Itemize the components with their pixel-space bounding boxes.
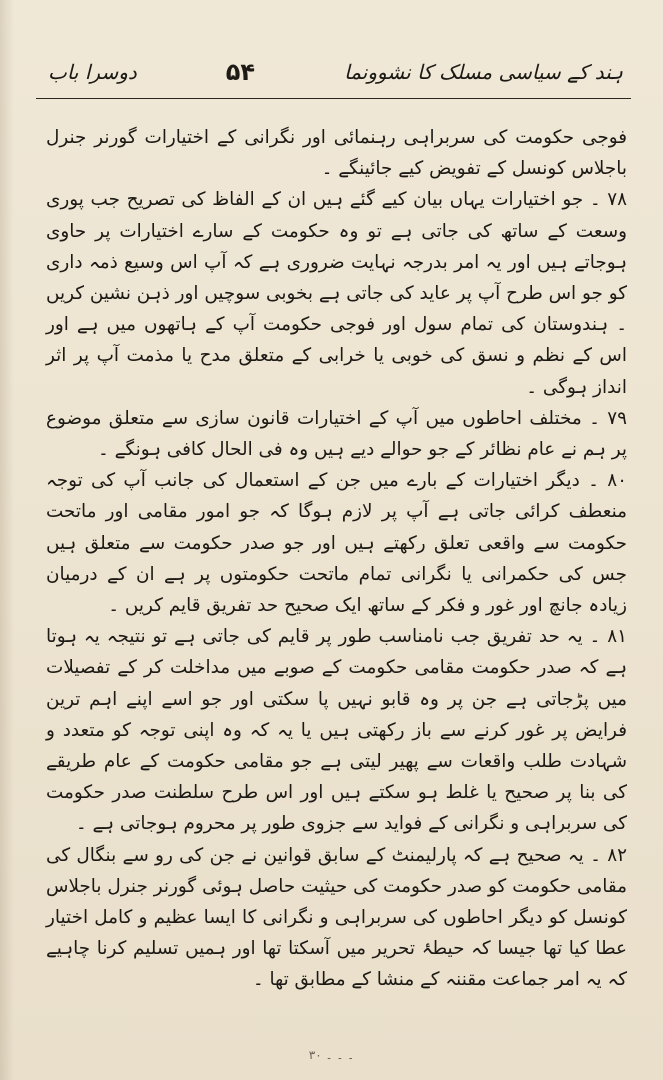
paragraph-79: ۷۹ ۔ مختلف احاطوں میں آپ کے اختیارات قانون سازی سے متعلق موضوع پر ہم نے عام نظائر کے جو حوالے دیے ہیں وہ فی الحال کافی ہونگے ۔ [46, 407, 627, 461]
paragraph-78: ۷۸ ۔ جو اختیارات یہاں بیان کیے گئے ہیں ان کے الفاظ کی تصریح جب پوری وسعت کے ساتھ کی جاتی ہے تو وہ حکومت کے سارے اختیارات پر حاوی ہوجاتے ہیں اور یہ امر بدرجہ نہایت ضروری ہے کہ آپ اس وسیع ذمہ داری کو جو اس طرح آپ پر عاید کی جاتی ہے بخوبی سوچیں اور ذہن نشین کریں ۔ ہندوستان کی تمام سول اور فوجی حکومت آپ کے ہاتھوں میں ہے اور اس کے نظم و نسق کی خوبی یا خرابی کے متعلق مدح یا مذمت آپ پر اثر انداز ہوگی ۔ [46, 189, 627, 398]
paragraph-82: ۸۲ ۔ یہ صحیح ہے کہ پارلیمنٹ کے سابق قوانین نے جن کی رو سے بنگال کی مقامی حکومت کو صدر حکومت کی حیثیت حاصل ہوئی گورنر جنرل باجلاس کونسل کو دیگر احاطوں کی سربراہی و نگرانی کا ایسا عظیم و کامل اختیار عطا کیا تھا جیسا کہ حیطۂ تحریر میں آسکتا تھا اور ہمیں تسلیم کرنا چاہیے کہ یہ امر جماعت مقننہ کے منشا کے مطابق تھا ۔ [46, 844, 627, 991]
page-number: ۵۴ [225, 58, 256, 86]
footer-mark: ۔ ۔ ۔ ۳۰ [308, 1048, 355, 1062]
page-header [48, 52, 623, 92]
page-body [46, 122, 627, 996]
paragraph-80: ۸۰ ۔ دیگر اختیارات کے بارے میں جن کے استعمال کی جانب آپ کی توجہ منعطف کرائی جاتی ہے آپ پر لازم ہوگا کہ جو امور مقامی اور ماتحت حکومت سے واقعی تعلق رکھتے ہیں اور جو صدر حکومت سے متعلق ہیں جس کی حکمرانی یا نگرانی تمام ماتحت حکومتوں پر ہے ان کے درمیان زیادہ جانچ اور غور و فکر کے ساتھ ایک صحیح حد تفریق قایم کریں ۔ [46, 470, 627, 617]
paragraph-81: ۸۱ ۔ یہ حد تفریق جب نامناسب طور پر قایم کی جاتی ہے تو نتیجہ یہ ہوتا ہے کہ صدر حکومت مقامی حکومت کے صوبے میں مداخلت کر کے تفصیلات میں پڑجاتی ہے جن پر وہ قابو نہیں پا سکتی اور جو اسے اپنے اہم ترین فرایض پر غور کرنے سے باز رکھتی ہیں یا یہ کہ وہ اپنی توجہ کو متعدد و شہادت طلب واقعات سے پھیر لیتی ہے جو مقامی حکومت کے عام طریقے کی بنا پر صحیح یا غلط ہو سکتے ہیں اور اس طرح سلطنت صدر حکومت کی سربراہی و نگرانی کے فواید سے جزوی طور پر محروم ہوجاتی ہے ۔ [46, 626, 627, 835]
running-title: ہند کے سیاسی مسلک کا نشوونما [344, 60, 623, 84]
header-rule [36, 98, 631, 99]
chapter-label: دوسرا باب [48, 60, 137, 84]
paragraph-continuation: فوجی حکومت کی سربراہی رہنمائی اور نگرانی کے اختیارات گورنر جنرل باجلاس کونسل کے تفویض کیے جائینگے ۔ [46, 127, 627, 180]
